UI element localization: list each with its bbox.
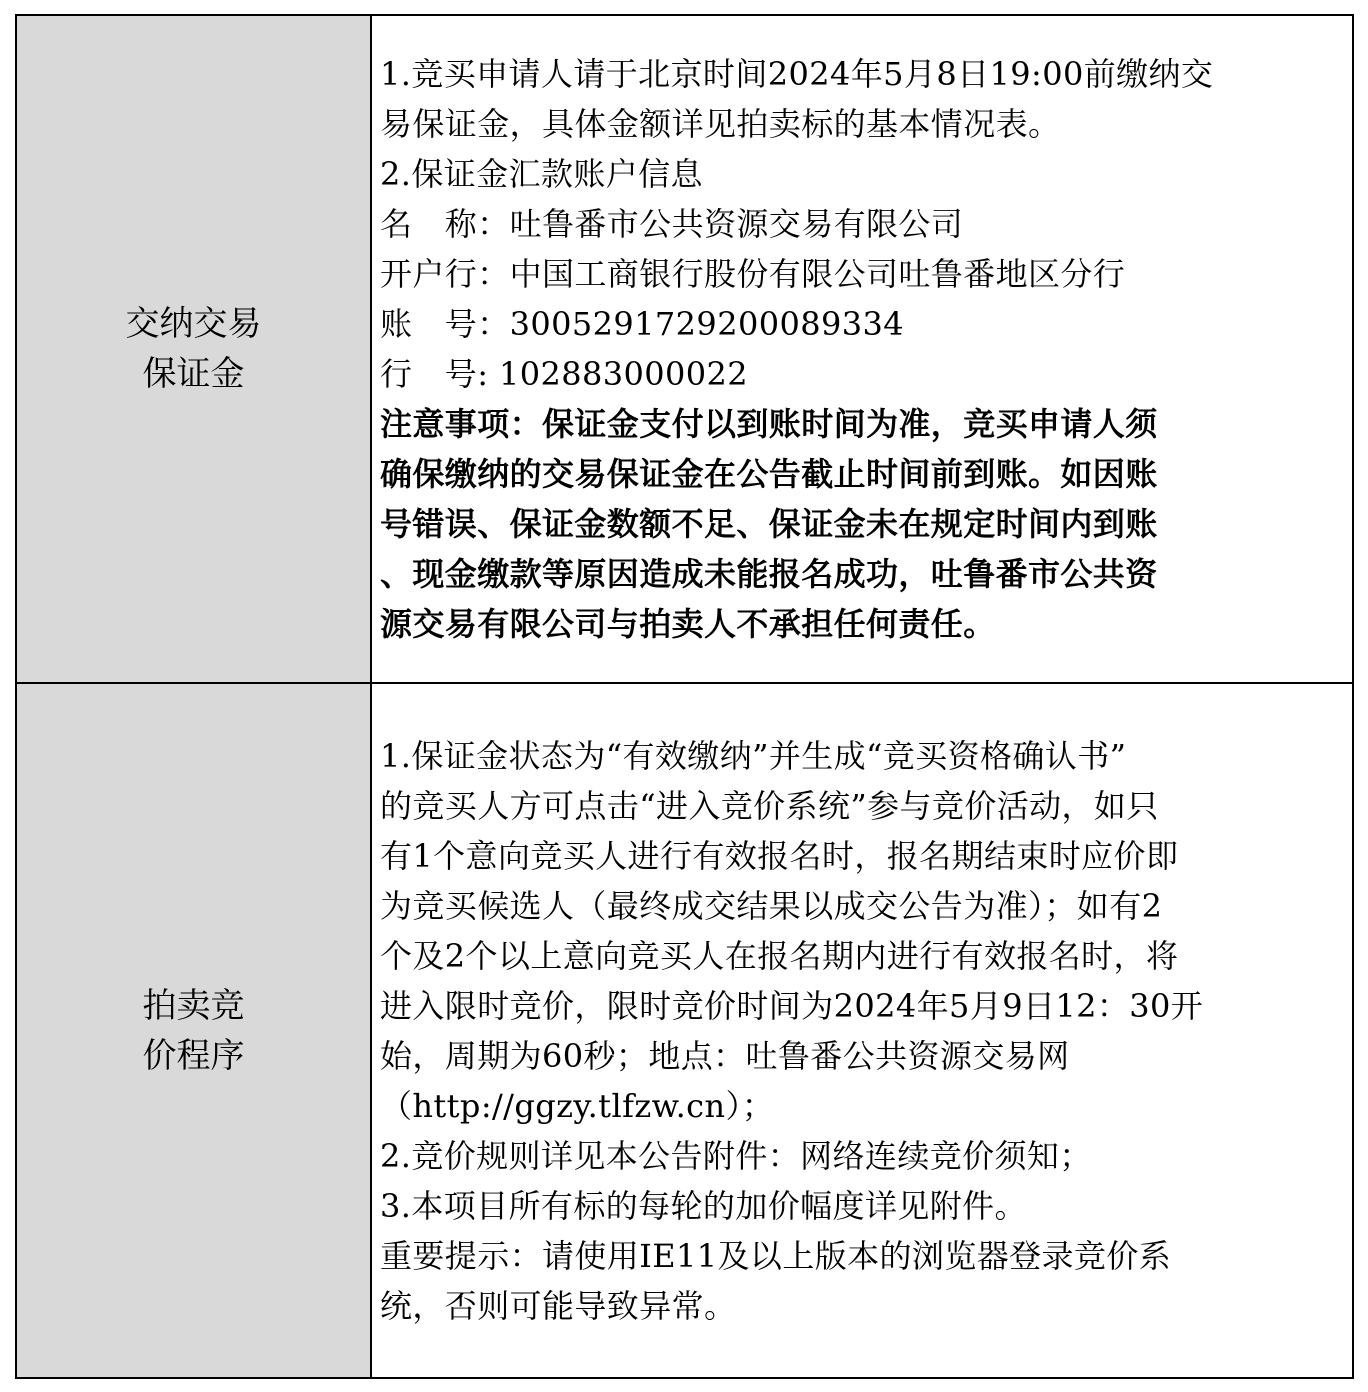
content-line: 1.竞买申请人请于北京时间2024年5月8日19:00前缴纳交 (380, 55, 1214, 93)
account-name-line: 名 称：吐鲁番市公共资源交易有限公司 (380, 205, 964, 243)
important-tip-line: 统，否则可能导致异常。 (380, 1286, 737, 1325)
notice-line: 号错误、保证金数额不足、保证金未在规定时间内到账 (380, 505, 1158, 543)
notice-line: 、现金缴款等原因造成未能报名成功，吐鲁番市公共资 (380, 555, 1158, 593)
row-header-line: 拍卖竞 (142, 985, 245, 1026)
bank-line: 开户行：中国工商银行股份有限公司吐鲁番地区分行 (380, 255, 1126, 293)
row-header-line: 交纳交易 (125, 304, 262, 344)
website-line: （http://ggzy.tlfzw.cn）； (380, 1086, 775, 1125)
content-line: 2.竞价规则详见本公告附件：网络连续竞价须知； (380, 1136, 1092, 1175)
row-header-line: 保证金 (142, 354, 245, 394)
table-row-deposit (17, 16, 1352, 684)
content-line: 3.本项目所有标的每轮的加价幅度详见附件。 (380, 1186, 1027, 1225)
bank-code-line: 行 号: 102883000022 (380, 355, 749, 393)
content-line: 进入限时竞价，限时竞价时间为2024年5月9日12：30开 (380, 986, 1204, 1025)
content-line: 个及2个以上意向竞买人在报名期内进行有效报名时，将 (380, 936, 1179, 975)
row-header-line: 价程序 (142, 1035, 245, 1076)
row-header-deposit (17, 16, 372, 682)
row-content-deposit (372, 16, 1352, 682)
notice-line: 注意事项：保证金支付以到账时间为准，竞买申请人须 (380, 405, 1158, 443)
content-line: 始，周期为60秒；地点：吐鲁番公共资源交易网 (380, 1036, 1070, 1075)
row-header-label (143, 981, 245, 1081)
important-tip-line: 重要提示：请使用IE11及以上版本的浏览器登录竞价系 (380, 1236, 1172, 1275)
content-line: 1.保证金状态为“有效缴纳”并生成“竞买资格确认书” (380, 736, 1127, 775)
account-number-line: 账 号：3005291729200089334 (380, 305, 905, 343)
content-line: 易保证金，具体金额详见拍卖标的基本情况表。 (380, 105, 1061, 143)
notice-line: 源交易有限公司与拍卖人不承担任何责任。 (380, 605, 996, 643)
content-line: 的竞买人方可点击“进入竞价系统”参与竞价活动，如只 (380, 786, 1159, 825)
row-header-auction (17, 684, 372, 1377)
content-line: 有1个意向竞买人进行有效报名时，报名期结束时应价即 (380, 836, 1179, 875)
row-header-label (126, 299, 262, 399)
content-line: 2.保证金汇款账户信息 (380, 155, 703, 193)
row-content-auction (372, 684, 1352, 1377)
document-table (15, 14, 1354, 1379)
notice-line: 确保缴纳的交易保证金在公告截止时间前到账。如因账 (380, 455, 1158, 493)
content-line: 为竞买候选人（最终成交结果以成交公告为准）；如有2 (380, 886, 1163, 925)
table-row-auction (17, 684, 1352, 1377)
